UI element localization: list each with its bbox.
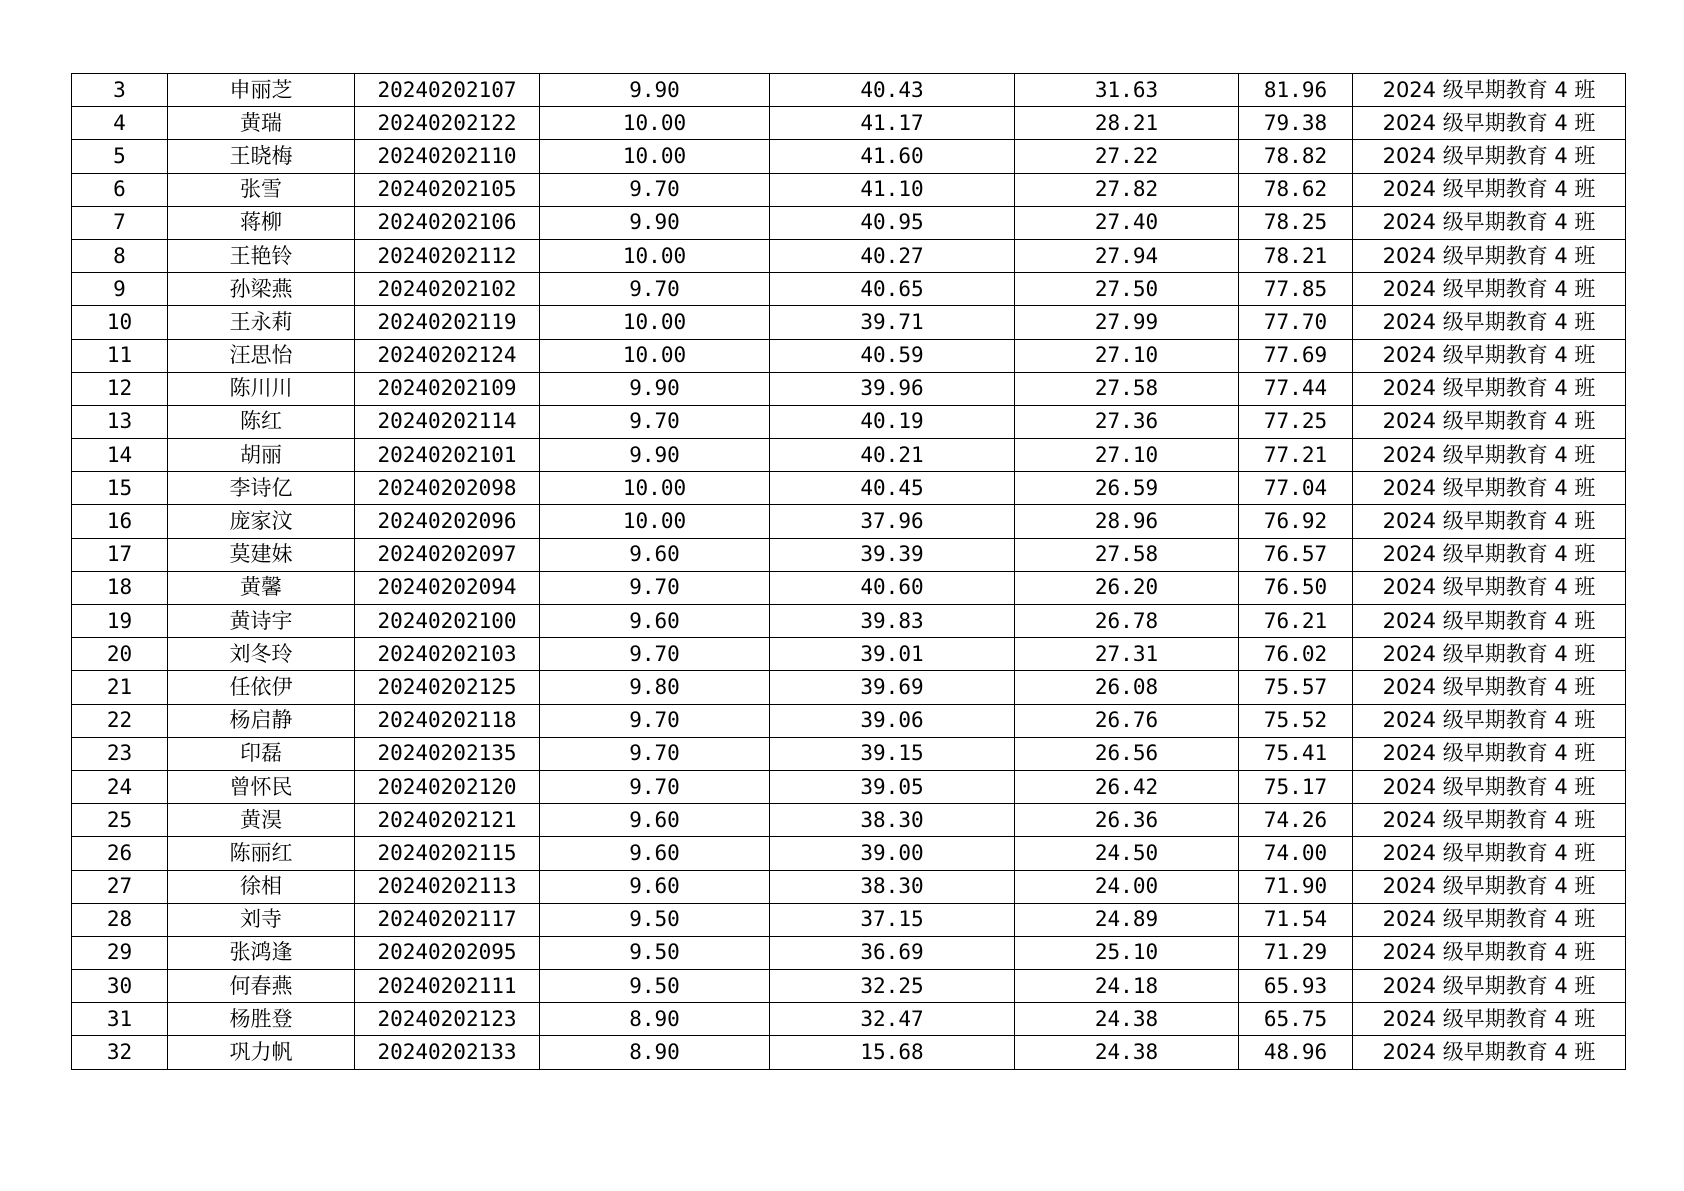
score-3-cell: 26.76 — [1015, 704, 1239, 737]
student-id-cell: 20240202095 — [355, 936, 540, 969]
score-1-cell: 10.00 — [540, 505, 770, 538]
student-name-cell: 陈红 — [168, 405, 355, 438]
total-score-cell: 76.02 — [1239, 638, 1353, 671]
student-name-cell: 陈川川 — [168, 372, 355, 405]
total-score-cell: 79.38 — [1239, 107, 1353, 140]
score-1-cell: 9.50 — [540, 903, 770, 936]
total-score-cell: 81.96 — [1239, 74, 1353, 107]
score-3-cell: 27.58 — [1015, 538, 1239, 571]
total-score-cell: 65.75 — [1239, 1003, 1353, 1036]
class-name-cell: 2024 级早期教育 4 班 — [1353, 870, 1626, 903]
student-name-cell: 胡丽 — [168, 439, 355, 472]
score-1-cell: 9.70 — [540, 571, 770, 604]
score-2-cell: 39.05 — [770, 770, 1015, 803]
score-table-body — [72, 74, 1626, 1070]
student-id-cell: 20240202118 — [355, 704, 540, 737]
total-score-cell: 77.70 — [1239, 306, 1353, 339]
rank-cell: 21 — [72, 671, 168, 704]
total-score-cell: 76.50 — [1239, 571, 1353, 604]
student-name-cell: 刘冬玲 — [168, 638, 355, 671]
student-name-cell: 李诗亿 — [168, 472, 355, 505]
score-2-cell: 40.27 — [770, 239, 1015, 272]
class-name-cell: 2024 级早期教育 4 班 — [1353, 472, 1626, 505]
score-1-cell: 10.00 — [540, 239, 770, 272]
score-1-cell: 9.70 — [540, 737, 770, 770]
score-2-cell: 40.43 — [770, 74, 1015, 107]
score-table — [71, 73, 1626, 1070]
score-1-cell: 10.00 — [540, 339, 770, 372]
class-name-cell: 2024 级早期教育 4 班 — [1353, 671, 1626, 704]
score-2-cell: 40.45 — [770, 472, 1015, 505]
class-name-cell: 2024 级早期教育 4 班 — [1353, 372, 1626, 405]
score-3-cell: 27.10 — [1015, 339, 1239, 372]
total-score-cell: 75.52 — [1239, 704, 1353, 737]
table-row — [72, 903, 1626, 936]
total-score-cell: 75.41 — [1239, 737, 1353, 770]
total-score-cell: 75.17 — [1239, 770, 1353, 803]
rank-cell: 27 — [72, 870, 168, 903]
score-3-cell: 27.40 — [1015, 206, 1239, 239]
class-name-cell: 2024 级早期教育 4 班 — [1353, 936, 1626, 969]
score-3-cell: 27.82 — [1015, 173, 1239, 206]
table-row — [72, 472, 1626, 505]
score-3-cell: 27.31 — [1015, 638, 1239, 671]
table-row — [72, 206, 1626, 239]
student-id-cell: 20240202105 — [355, 173, 540, 206]
table-row — [72, 671, 1626, 704]
total-score-cell: 78.62 — [1239, 173, 1353, 206]
student-name-cell: 黄馨 — [168, 571, 355, 604]
student-id-cell: 20240202100 — [355, 605, 540, 638]
student-name-cell: 黄瑞 — [168, 107, 355, 140]
class-name-cell: 2024 级早期教育 4 班 — [1353, 107, 1626, 140]
score-1-cell: 9.90 — [540, 206, 770, 239]
student-name-cell: 刘寺 — [168, 903, 355, 936]
score-3-cell: 27.99 — [1015, 306, 1239, 339]
score-2-cell: 37.96 — [770, 505, 1015, 538]
score-1-cell: 9.60 — [540, 870, 770, 903]
student-id-cell: 20240202109 — [355, 372, 540, 405]
score-1-cell: 9.70 — [540, 638, 770, 671]
total-score-cell: 74.00 — [1239, 837, 1353, 870]
score-3-cell: 26.08 — [1015, 671, 1239, 704]
score-3-cell: 27.22 — [1015, 140, 1239, 173]
table-row — [72, 704, 1626, 737]
score-2-cell: 38.30 — [770, 804, 1015, 837]
score-2-cell: 15.68 — [770, 1036, 1015, 1069]
student-id-cell: 20240202120 — [355, 770, 540, 803]
rank-cell: 10 — [72, 306, 168, 339]
class-name-cell: 2024 级早期教育 4 班 — [1353, 273, 1626, 306]
score-3-cell: 28.21 — [1015, 107, 1239, 140]
rank-cell: 28 — [72, 903, 168, 936]
score-2-cell: 32.47 — [770, 1003, 1015, 1036]
table-row — [72, 970, 1626, 1003]
score-3-cell: 26.42 — [1015, 770, 1239, 803]
rank-cell: 7 — [72, 206, 168, 239]
student-id-cell: 20240202096 — [355, 505, 540, 538]
rank-cell: 31 — [72, 1003, 168, 1036]
rank-cell: 6 — [72, 173, 168, 206]
student-id-cell: 20240202117 — [355, 903, 540, 936]
total-score-cell: 78.82 — [1239, 140, 1353, 173]
score-2-cell: 40.65 — [770, 273, 1015, 306]
class-name-cell: 2024 级早期教育 4 班 — [1353, 605, 1626, 638]
rank-cell: 29 — [72, 936, 168, 969]
score-1-cell: 10.00 — [540, 306, 770, 339]
score-1-cell: 9.60 — [540, 804, 770, 837]
student-name-cell: 王艳铃 — [168, 239, 355, 272]
score-1-cell: 9.80 — [540, 671, 770, 704]
score-3-cell: 27.50 — [1015, 273, 1239, 306]
rank-cell: 5 — [72, 140, 168, 173]
total-score-cell: 71.54 — [1239, 903, 1353, 936]
score-2-cell: 39.00 — [770, 837, 1015, 870]
table-row — [72, 770, 1626, 803]
student-id-cell: 20240202133 — [355, 1036, 540, 1069]
total-score-cell: 77.85 — [1239, 273, 1353, 306]
score-2-cell: 40.21 — [770, 439, 1015, 472]
student-name-cell: 蒋柳 — [168, 206, 355, 239]
table-row — [72, 837, 1626, 870]
table-row — [72, 273, 1626, 306]
student-id-cell: 20240202103 — [355, 638, 540, 671]
table-row — [72, 439, 1626, 472]
table-row — [72, 405, 1626, 438]
student-id-cell: 20240202119 — [355, 306, 540, 339]
rank-cell: 4 — [72, 107, 168, 140]
student-name-cell: 杨胜登 — [168, 1003, 355, 1036]
rank-cell: 13 — [72, 405, 168, 438]
rank-cell: 26 — [72, 837, 168, 870]
student-id-cell: 20240202106 — [355, 206, 540, 239]
score-2-cell: 40.95 — [770, 206, 1015, 239]
rank-cell: 25 — [72, 804, 168, 837]
class-name-cell: 2024 级早期教育 4 班 — [1353, 704, 1626, 737]
rank-cell: 11 — [72, 339, 168, 372]
score-2-cell: 41.60 — [770, 140, 1015, 173]
rank-cell: 9 — [72, 273, 168, 306]
student-id-cell: 20240202135 — [355, 737, 540, 770]
score-3-cell: 25.10 — [1015, 936, 1239, 969]
rank-cell: 24 — [72, 770, 168, 803]
class-name-cell: 2024 级早期教育 4 班 — [1353, 74, 1626, 107]
student-id-cell: 20240202102 — [355, 273, 540, 306]
score-2-cell: 39.71 — [770, 306, 1015, 339]
total-score-cell: 77.44 — [1239, 372, 1353, 405]
score-1-cell: 9.90 — [540, 439, 770, 472]
table-row — [72, 107, 1626, 140]
table-row — [72, 936, 1626, 969]
student-name-cell: 汪思怡 — [168, 339, 355, 372]
table-row — [72, 571, 1626, 604]
score-2-cell: 39.06 — [770, 704, 1015, 737]
class-name-cell: 2024 级早期教育 4 班 — [1353, 804, 1626, 837]
rank-cell: 23 — [72, 737, 168, 770]
student-name-cell: 曾怀民 — [168, 770, 355, 803]
student-name-cell: 申丽芝 — [168, 74, 355, 107]
score-3-cell: 26.56 — [1015, 737, 1239, 770]
score-1-cell: 10.00 — [540, 140, 770, 173]
score-1-cell: 8.90 — [540, 1003, 770, 1036]
student-id-cell: 20240202111 — [355, 970, 540, 1003]
score-3-cell: 27.94 — [1015, 239, 1239, 272]
class-name-cell: 2024 级早期教育 4 班 — [1353, 903, 1626, 936]
score-1-cell: 9.90 — [540, 372, 770, 405]
student-id-cell: 20240202122 — [355, 107, 540, 140]
rank-cell: 12 — [72, 372, 168, 405]
student-name-cell: 王晓梅 — [168, 140, 355, 173]
score-1-cell: 9.70 — [540, 770, 770, 803]
table-row — [72, 140, 1626, 173]
score-1-cell: 8.90 — [540, 1036, 770, 1069]
class-name-cell: 2024 级早期教育 4 班 — [1353, 837, 1626, 870]
rank-cell: 17 — [72, 538, 168, 571]
score-2-cell: 36.69 — [770, 936, 1015, 969]
student-id-cell: 20240202121 — [355, 804, 540, 837]
rank-cell: 32 — [72, 1036, 168, 1069]
table-row — [72, 1036, 1626, 1069]
student-id-cell: 20240202123 — [355, 1003, 540, 1036]
score-3-cell: 24.18 — [1015, 970, 1239, 1003]
table-row — [72, 638, 1626, 671]
total-score-cell: 71.29 — [1239, 936, 1353, 969]
score-3-cell: 28.96 — [1015, 505, 1239, 538]
student-id-cell: 20240202113 — [355, 870, 540, 903]
student-id-cell: 20240202098 — [355, 472, 540, 505]
score-1-cell: 9.70 — [540, 405, 770, 438]
rank-cell: 22 — [72, 704, 168, 737]
class-name-cell: 2024 级早期教育 4 班 — [1353, 439, 1626, 472]
score-3-cell: 27.36 — [1015, 405, 1239, 438]
total-score-cell: 77.25 — [1239, 405, 1353, 438]
score-2-cell: 37.15 — [770, 903, 1015, 936]
score-2-cell: 40.19 — [770, 405, 1015, 438]
total-score-cell: 71.90 — [1239, 870, 1353, 903]
score-1-cell: 10.00 — [540, 472, 770, 505]
student-name-cell: 巩力帆 — [168, 1036, 355, 1069]
student-name-cell: 杨启静 — [168, 704, 355, 737]
class-name-cell: 2024 级早期教育 4 班 — [1353, 173, 1626, 206]
student-id-cell: 20240202124 — [355, 339, 540, 372]
rank-cell: 15 — [72, 472, 168, 505]
total-score-cell: 77.21 — [1239, 439, 1353, 472]
class-name-cell: 2024 级早期教育 4 班 — [1353, 970, 1626, 1003]
rank-cell: 16 — [72, 505, 168, 538]
class-name-cell: 2024 级早期教育 4 班 — [1353, 505, 1626, 538]
class-name-cell: 2024 级早期教育 4 班 — [1353, 538, 1626, 571]
score-3-cell: 24.50 — [1015, 837, 1239, 870]
score-3-cell: 24.00 — [1015, 870, 1239, 903]
student-id-cell: 20240202107 — [355, 74, 540, 107]
student-name-cell: 王永莉 — [168, 306, 355, 339]
table-row — [72, 173, 1626, 206]
student-name-cell: 印磊 — [168, 737, 355, 770]
student-id-cell: 20240202114 — [355, 405, 540, 438]
class-name-cell: 2024 级早期教育 4 班 — [1353, 571, 1626, 604]
score-3-cell: 26.59 — [1015, 472, 1239, 505]
class-name-cell: 2024 级早期教育 4 班 — [1353, 140, 1626, 173]
total-score-cell: 76.21 — [1239, 605, 1353, 638]
score-2-cell: 41.10 — [770, 173, 1015, 206]
score-3-cell: 26.20 — [1015, 571, 1239, 604]
score-2-cell: 39.01 — [770, 638, 1015, 671]
student-name-cell: 何春燕 — [168, 970, 355, 1003]
class-name-cell: 2024 级早期教育 4 班 — [1353, 638, 1626, 671]
rank-cell: 14 — [72, 439, 168, 472]
table-row — [72, 605, 1626, 638]
score-3-cell: 24.38 — [1015, 1036, 1239, 1069]
score-2-cell: 39.39 — [770, 538, 1015, 571]
student-name-cell: 张鸿逢 — [168, 936, 355, 969]
score-2-cell: 39.83 — [770, 605, 1015, 638]
student-name-cell: 庞家汶 — [168, 505, 355, 538]
total-score-cell: 76.92 — [1239, 505, 1353, 538]
class-name-cell: 2024 级早期教育 4 班 — [1353, 405, 1626, 438]
class-name-cell: 2024 级早期教育 4 班 — [1353, 770, 1626, 803]
class-name-cell: 2024 级早期教育 4 班 — [1353, 306, 1626, 339]
total-score-cell: 74.26 — [1239, 804, 1353, 837]
rank-cell: 30 — [72, 970, 168, 1003]
student-id-cell: 20240202101 — [355, 439, 540, 472]
table-row — [72, 737, 1626, 770]
score-2-cell: 32.25 — [770, 970, 1015, 1003]
student-id-cell: 20240202115 — [355, 837, 540, 870]
score-1-cell: 9.60 — [540, 538, 770, 571]
score-2-cell: 41.17 — [770, 107, 1015, 140]
total-score-cell: 75.57 — [1239, 671, 1353, 704]
score-1-cell: 9.60 — [540, 837, 770, 870]
score-3-cell: 27.58 — [1015, 372, 1239, 405]
student-id-cell: 20240202125 — [355, 671, 540, 704]
score-2-cell: 39.96 — [770, 372, 1015, 405]
student-id-cell: 20240202097 — [355, 538, 540, 571]
score-2-cell: 39.15 — [770, 737, 1015, 770]
score-1-cell: 9.60 — [540, 605, 770, 638]
student-name-cell: 黄淏 — [168, 804, 355, 837]
class-name-cell: 2024 级早期教育 4 班 — [1353, 206, 1626, 239]
student-name-cell: 张雪 — [168, 173, 355, 206]
student-id-cell: 20240202112 — [355, 239, 540, 272]
total-score-cell: 65.93 — [1239, 970, 1353, 1003]
score-2-cell: 40.59 — [770, 339, 1015, 372]
student-name-cell: 陈丽红 — [168, 837, 355, 870]
total-score-cell: 77.04 — [1239, 472, 1353, 505]
score-2-cell: 38.30 — [770, 870, 1015, 903]
table-row — [72, 505, 1626, 538]
score-1-cell: 9.70 — [540, 704, 770, 737]
class-name-cell: 2024 级早期教育 4 班 — [1353, 737, 1626, 770]
table-row — [72, 804, 1626, 837]
table-row — [72, 239, 1626, 272]
score-3-cell: 26.78 — [1015, 605, 1239, 638]
class-name-cell: 2024 级早期教育 4 班 — [1353, 239, 1626, 272]
total-score-cell: 78.25 — [1239, 206, 1353, 239]
rank-cell: 20 — [72, 638, 168, 671]
total-score-cell: 78.21 — [1239, 239, 1353, 272]
student-name-cell: 莫建妹 — [168, 538, 355, 571]
class-name-cell: 2024 级早期教育 4 班 — [1353, 339, 1626, 372]
student-name-cell: 孙梁燕 — [168, 273, 355, 306]
table-row — [72, 74, 1626, 107]
score-1-cell: 9.90 — [540, 74, 770, 107]
score-3-cell: 26.36 — [1015, 804, 1239, 837]
score-3-cell: 27.10 — [1015, 439, 1239, 472]
rank-cell: 3 — [72, 74, 168, 107]
student-name-cell: 黄诗宇 — [168, 605, 355, 638]
table-row — [72, 538, 1626, 571]
score-3-cell: 31.63 — [1015, 74, 1239, 107]
student-id-cell: 20240202094 — [355, 571, 540, 604]
student-id-cell: 20240202110 — [355, 140, 540, 173]
score-3-cell: 24.38 — [1015, 1003, 1239, 1036]
total-score-cell: 48.96 — [1239, 1036, 1353, 1069]
score-1-cell: 9.50 — [540, 970, 770, 1003]
score-1-cell: 10.00 — [540, 107, 770, 140]
table-row — [72, 306, 1626, 339]
score-2-cell: 40.60 — [770, 571, 1015, 604]
student-name-cell: 徐相 — [168, 870, 355, 903]
table-row — [72, 372, 1626, 405]
rank-cell: 18 — [72, 571, 168, 604]
rank-cell: 8 — [72, 239, 168, 272]
class-name-cell: 2024 级早期教育 4 班 — [1353, 1036, 1626, 1069]
table-row — [72, 1003, 1626, 1036]
table-row — [72, 339, 1626, 372]
score-2-cell: 39.69 — [770, 671, 1015, 704]
score-1-cell: 9.70 — [540, 273, 770, 306]
table-row — [72, 870, 1626, 903]
rank-cell: 19 — [72, 605, 168, 638]
total-score-cell: 77.69 — [1239, 339, 1353, 372]
score-3-cell: 24.89 — [1015, 903, 1239, 936]
score-1-cell: 9.70 — [540, 173, 770, 206]
class-name-cell: 2024 级早期教育 4 班 — [1353, 1003, 1626, 1036]
score-1-cell: 9.50 — [540, 936, 770, 969]
total-score-cell: 76.57 — [1239, 538, 1353, 571]
student-name-cell: 任依伊 — [168, 671, 355, 704]
